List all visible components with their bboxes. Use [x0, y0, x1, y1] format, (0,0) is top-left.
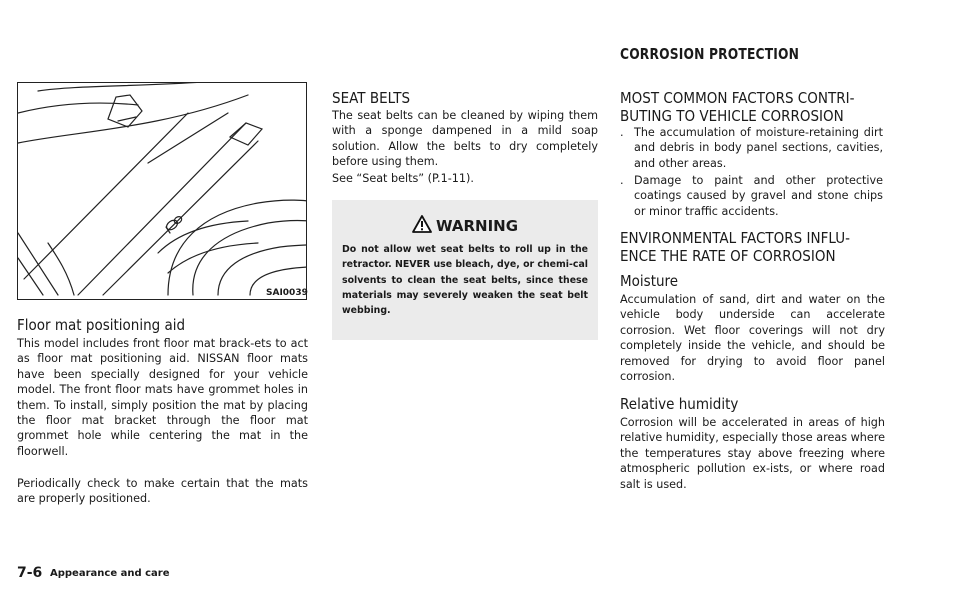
- warning-title-text: WARNING: [435, 217, 519, 235]
- corrosion-factors-heading-line1: MOST COMMON FACTORS CONTRI-: [620, 89, 855, 107]
- footer-section-name: Appearance and care: [50, 568, 170, 579]
- humidity-paragraph: Corrosion will be accelerated in areas of high relative humidity, especially those areas where the temperatures stay above freezing where atmospheric pollution ex-ists, or where road salt is used.: [620, 416, 885, 491]
- warning-triangle-icon: [412, 215, 432, 233]
- section-title: CORROSION PROTECTION: [620, 45, 800, 63]
- environmental-factors-heading-line1: ENVIRONMENTAL FACTORS INFLU-: [620, 229, 850, 247]
- floor-mat-illustration: [17, 82, 307, 300]
- bullet-text: Damage to paint and other protective coatings caused by gravel and stone chips or minor traffic accidents.: [634, 174, 883, 218]
- floor-mat-check-paragraph: Periodically check to make certain that the mats are properly positioned.: [17, 477, 308, 506]
- environmental-factors-heading-line2: ENCE THE RATE OF CORROSION: [620, 247, 836, 265]
- bullet-text: The accumulation of moisture-retaining dirt and debris in body panel sections, cavities, and other areas.: [634, 126, 883, 170]
- warning-text: Do not allow wet seat belts to roll up in the retractor. NEVER use bleach, dye, or chemi-cal solvents to clean the seat belts, since these materials may severely weaken the seat belt webbing.: [342, 244, 588, 317]
- warning-box: [332, 200, 598, 340]
- humidity-heading: Relative humidity: [620, 395, 739, 413]
- moisture-paragraph: Accumulation of sand, dirt and water on the vehicle body underside can accelerate corrosion. Wet floor coverings will not dry completely inside the vehicle, and should be removed for drying to avoid floor panel corrosion.: [620, 293, 885, 384]
- floor-mat-heading: Floor mat positioning aid: [17, 316, 186, 334]
- moisture-heading: Moisture: [620, 272, 679, 290]
- seat-belts-reference[interactable]: See “Seat belts” (P.1-11).: [332, 172, 474, 185]
- page-number: 7-6: [17, 565, 43, 581]
- bullet-icon: .: [620, 174, 624, 187]
- floor-mat-paragraph: This model includes front floor mat brack-ets to act as floor mat positioning aid. NISSAN floor mats have been specially designed for your vehicle model. The front floor mats have grommet holes in them. To install, simply position the mat by placing the floor mat bracket through the floor mat grommet hole while centering the mat in the floorwell.: [17, 337, 308, 458]
- warning-title: [332, 215, 598, 235]
- bullet-icon: .: [620, 126, 624, 139]
- floor-mat-drawing: [18, 83, 307, 300]
- list-item: [620, 173, 883, 219]
- list-item: [620, 125, 883, 171]
- seat-belts-heading: SEAT BELTS: [332, 89, 411, 107]
- seat-belts-paragraph: The seat belts can be cleaned by wiping them with a sponge dampened in a mild soap solution. Allow the belts to dry completely before using them.: [332, 109, 598, 169]
- figure-label: SAI0039: [266, 288, 308, 298]
- corrosion-factors-heading-line2: BUTING TO VEHICLE CORROSION: [620, 107, 844, 125]
